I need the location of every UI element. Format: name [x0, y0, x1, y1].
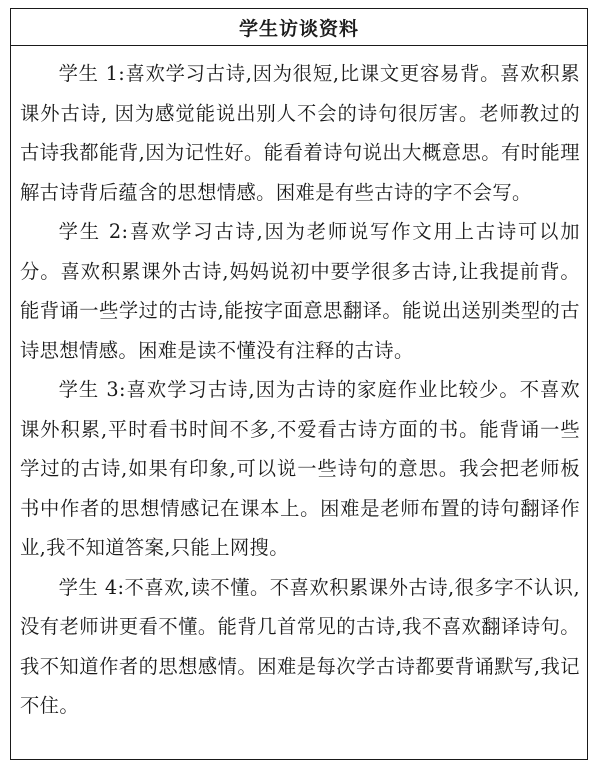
student-3-response: 学生 3:喜欢学习古诗,因为古诗的家庭作业比较少。不喜欢课外积累,平时看书时间不多,不爱看古诗方面的书。能背诵一些学过的古诗,如果有印象,可以说一些诗句的意思。我会把老师板书中作者的思想情感记在课本上。困难是老师布置的诗句翻译作业,我不知道答案,只能上网搜。: [20, 378, 580, 559]
student-4-response: 学生 4:不喜欢,读不懂。不喜欢积累课外古诗,很多字不认识,没有老师讲更看不懂。能背几首常见的古诗,我不喜欢翻译诗句。我不知道作者的思想感情。困难是每次学古诗都要背诵默写,我记不住。: [20, 575, 580, 717]
title-row: [11, 9, 587, 46]
interview-body: [11, 46, 587, 726]
student-1-response: 学生 1:喜欢学习古诗,因为很短,比课文更容易背。喜欢积累课外古诗, 因为感觉能说出别人不会的诗句很厉害。老师教过的古诗我都能背,因为记性好。能看着诗句说出大概意思。有时能理解古诗背后蕴含的思想情感。困难是有些古诗的字不会写。: [20, 62, 580, 204]
interview-table: [10, 8, 588, 760]
student-2-response: 学生 2:喜欢学习古诗,因为老师说写作文用上古诗可以加分。喜欢积累课外古诗,妈妈说初中要学很多古诗,让我提前背。能背诵一些学过的古诗,能按字面意思翻译。能说出送别类型的古诗思想情感。困难是读不懂没有注释的古诗。: [20, 220, 580, 362]
table-title: 学生访谈资料: [238, 17, 359, 40]
